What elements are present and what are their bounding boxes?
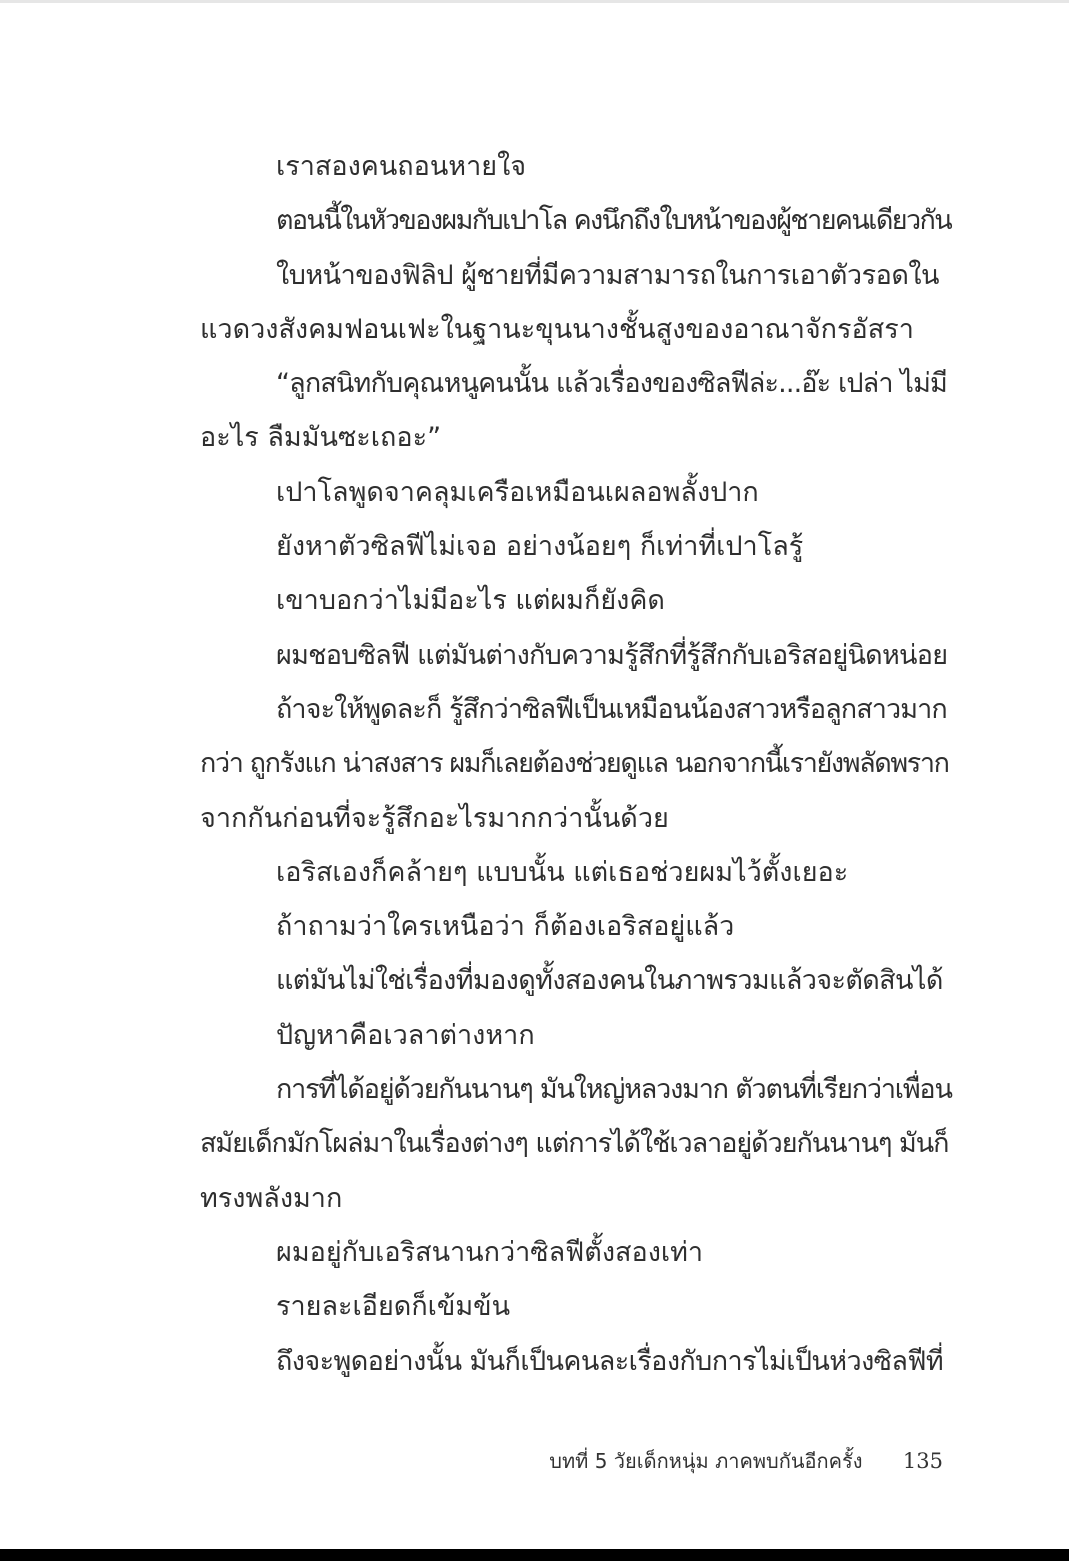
text-line: ถ้าถามว่าใครเหนือว่า ก็ต้องเอริสอยู่แล้ว xyxy=(276,911,735,943)
text-line: การที่ได้อยู่ด้วยกันนานๆ มันใหญ่หลวงมาก ตัวตนที่เรียกว่าเพื่อน xyxy=(276,1074,952,1106)
text-line: จากกันก่อนที่จะรู้สึกอะไรมากกว่านั้นด้วย xyxy=(200,802,669,834)
text-line: ถึงจะพูดอย่างนั้น มันก็เป็นคนละเรื่องกับการไม่เป็นห่วงซิลฟีที่ xyxy=(276,1345,944,1377)
text-line: อะไร ลืมมันซะเถอะ” xyxy=(200,422,442,454)
page-number: 135 xyxy=(902,1449,943,1473)
text-line: ผมอยู่กับเอริสนานกว่าซิลฟีตั้งสองเท่า xyxy=(276,1236,704,1268)
text-line: รายละเอียดก็เข้มข้น xyxy=(276,1291,511,1323)
bottom-black-bar xyxy=(0,1549,1069,1561)
text-line: “ลูกสนิทกับคุณหนูคนนั้น แล้วเรื่องของซิลฟีล่ะ...อ๊ะ เปล่า ไม่มี xyxy=(276,368,947,400)
text-line: เราสองคนถอนหายใจ xyxy=(276,151,527,182)
text-line: ตอนนี้ในหัวของผมกับเปาโล คงนึกถึงใบหน้าของผู้ชายคนเดียวกัน xyxy=(276,205,952,237)
text-line: แวดวงสังคมฟอนเฟะในฐานะขุนนางชั้นสูงของอาณาจักรอัสรา xyxy=(200,313,914,345)
running-chapter-title: บทที่ 5 วัยเด็กหนุ่ม ภาคพบกันอีกครั้ง xyxy=(549,1449,863,1473)
top-edge xyxy=(0,0,1069,3)
text-line: ผมชอบซิลฟี แต่มันต่างกับความรู้สึกที่รู้สึกกับเอริสอยู่นิดหน่อย xyxy=(276,639,948,671)
text-line: ปัญหาคือเวลาต่างหาก xyxy=(276,1019,535,1051)
text-line: เขาบอกว่าไม่มีอะไร แต่ผมก็ยังคิด xyxy=(276,585,665,617)
text-line: เอริสเองก็คล้ายๆ แบบนั้น แต่เธอช่วยผมไว้ตั้งเยอะ xyxy=(276,856,849,888)
text-line: แต่มันไม่ใช่เรื่องที่มองดูทั้งสองคนในภาพรวมแล้วจะตัดสินได้ xyxy=(276,965,943,997)
text-line: กว่า ถูกรังแก น่าสงสาร ผมก็เลยต้องช่วยดูแล นอกจากนี้เรายังพลัดพราก xyxy=(200,748,949,780)
text-line: เปาโลพูดจาคลุมเครือเหมือนเผลอพลั้งปาก xyxy=(276,476,759,508)
text-line: ทรงพลังมาก xyxy=(200,1182,343,1214)
text-line: สมัยเด็กมักโผล่มาในเรื่องต่างๆ แต่การได้ใช้เวลาอยู่ด้วยกันนานๆ มันก็ xyxy=(200,1128,949,1160)
page-footer xyxy=(549,1441,943,1481)
text-line: ใบหน้าของฟิลิป ผู้ชายที่มีความสามารถในการเอาตัวรอดใน xyxy=(276,259,940,291)
text-line: ถ้าจะให้พูดละก็ รู้สึกว่าซิลฟีเป็นเหมือนน้องสาวหรือลูกสาวมาก xyxy=(276,693,947,725)
page-body-text xyxy=(200,140,952,1389)
text-line: ยังหาตัวซิลฟีไม่เจอ อย่างน้อยๆ ก็เท่าที่เปาโลรู้ xyxy=(276,531,804,563)
